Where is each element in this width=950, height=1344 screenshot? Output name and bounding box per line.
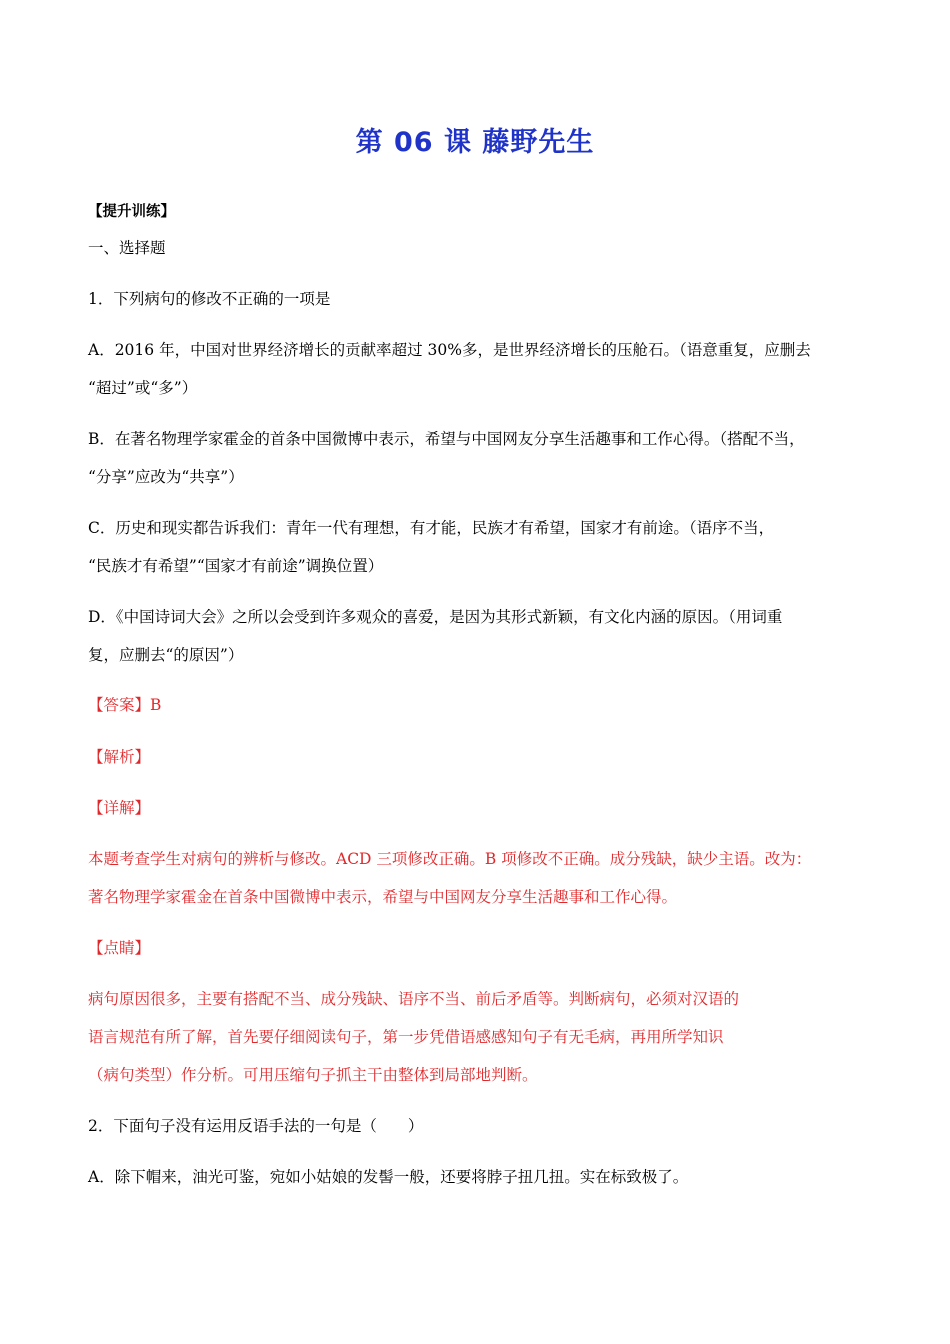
question-1-option-b	[88, 420, 863, 496]
option-c-line-2: “民族才有希望”“国家才有前途”调换位置）	[88, 557, 384, 575]
question-2-stem: 2．下面句子没有运用反语手法的一句是（ ）	[88, 1117, 424, 1135]
question-1-option-d	[88, 598, 863, 674]
option-c-line-1: C．历史和现实都告诉我们：青年一代有理想，有才能，民族才有希望，国家才有前途。（语序不当，	[88, 519, 775, 537]
section-label: 【提升训练】	[88, 204, 175, 220]
detail-label: 【详解】	[88, 799, 151, 817]
question-1-option-a	[88, 331, 863, 407]
tip-line-2: 语言规范有所了解，首先要仔细阅读句子，第一步凭借语感感知句子有无毛病，再用所学知识	[88, 1028, 724, 1046]
question-1-stem: 1．下列病句的修改不正确的一项是	[88, 290, 331, 308]
question-2-option-a: A．除下帽来，油光可鉴，宛如小姑娘的发髻一般，还要将脖子扭几扭。实在标致极了。	[88, 1168, 689, 1186]
lesson-title: 第 06 课 藤野先生	[355, 127, 595, 158]
detail-line-1: 本题考查学生对病句的辨析与修改。ACD 三项修改正确。B 项修改不正确。成分残缺，缺少主语。改为：	[88, 850, 812, 868]
option-b-line-2: “分享”应改为“共享”）	[88, 468, 244, 486]
tip-label: 【点睛】	[88, 939, 151, 957]
answer-label: 【答案】B	[88, 696, 162, 714]
tip-line-3: （病句类型）作分析。可用压缩句子抓主干由整体到局部地判断。	[88, 1066, 538, 1084]
tip-line-1: 病句原因很多，主要有搭配不当、成分残缺、语序不当、前后矛盾等。判断病句，必须对汉语的	[88, 990, 740, 1008]
question-1-option-c	[88, 509, 863, 585]
option-a-line-1: A．2016 年，中国对世界经济增长的贡献率超过 30%多，是世界经济增长的压舱石。（语意重复，应删去	[88, 341, 811, 359]
detail-text	[88, 840, 863, 916]
analysis-label: 【解析】	[88, 748, 151, 766]
option-b-line-1: B．在著名物理学家霍金的首条中国微博中表示，希望与中国网友分享生活趣事和工作心得。（搭配不当，	[88, 430, 805, 448]
tip-text	[88, 980, 863, 1094]
part-heading: 一、选择题	[88, 239, 166, 257]
option-d-line-1: D．《中国诗词大会》之所以会受到许多观众的喜爱，是因为其形式新颖，有文化内涵的原因。（用词重	[88, 608, 783, 626]
detail-line-2: 著名物理学家霍金在首条中国微博中表示，希望与中国网友分享生活趣事和工作心得。	[88, 888, 678, 906]
option-a-line-2: “超过”或“多”）	[88, 379, 198, 397]
option-d-line-2: 复，应删去“的原因”）	[88, 646, 244, 664]
